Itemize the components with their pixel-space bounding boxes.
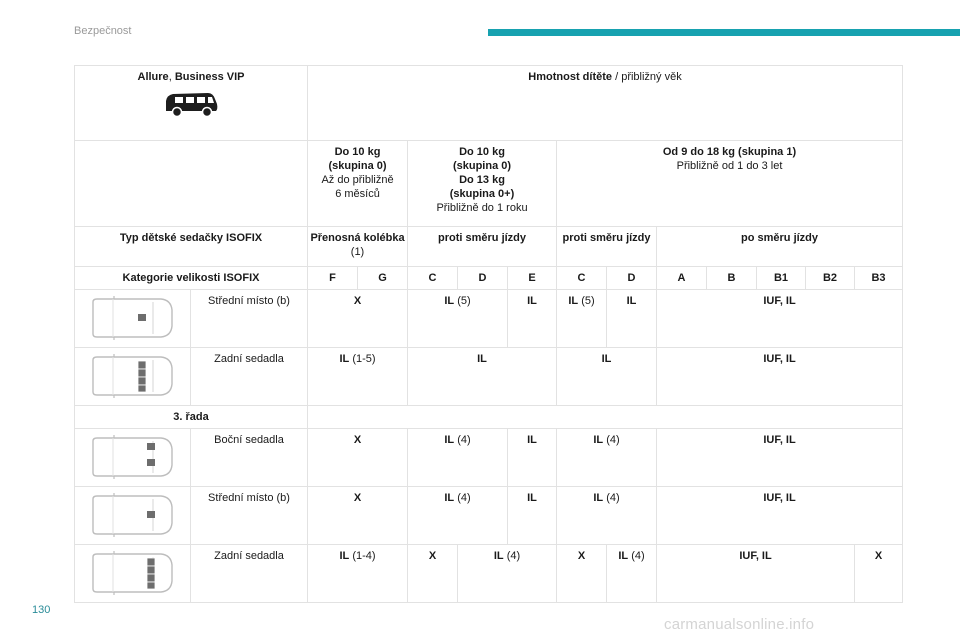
compat-value: IL xyxy=(508,429,557,487)
compat-value: IUF, IL xyxy=(657,429,903,487)
footnote-ref: (1-4) xyxy=(349,550,376,562)
seat-diagram-cell xyxy=(75,290,191,348)
isofix-table xyxy=(74,65,903,603)
group-weight: Do 13 kg xyxy=(459,174,505,186)
compat-value: IUF, IL xyxy=(657,290,903,348)
compat-value: IL xyxy=(508,487,557,545)
compat-value: IL xyxy=(493,550,504,562)
car-top-view-side-seats-icon xyxy=(91,435,175,479)
group-1-cell xyxy=(557,141,903,227)
group-weight: Do 10 kg xyxy=(459,146,505,158)
footnote-ref: (1-5) xyxy=(349,353,376,365)
compat-value-cell xyxy=(408,487,508,545)
version-name: Business VIP xyxy=(174,71,245,83)
compat-value: IL xyxy=(508,290,557,348)
section-title: Bezpečnost xyxy=(74,25,132,37)
size-class: B2 xyxy=(806,267,855,290)
child-weight-header xyxy=(308,66,903,141)
group-weight: Od 9 do 18 kg (skupina 1) xyxy=(662,146,797,158)
size-class: G xyxy=(358,267,408,290)
compat-value-cell xyxy=(458,545,557,603)
group-age: Přibližně od 1 do 3 let xyxy=(676,160,783,172)
car-top-view-center-seat-icon xyxy=(91,296,175,340)
table-row xyxy=(75,406,903,429)
compat-value: IL xyxy=(557,348,657,406)
footnote-ref: (5) xyxy=(578,295,595,307)
seat-diagram-cell xyxy=(75,429,191,487)
size-class: D xyxy=(607,267,657,290)
compat-value: IL xyxy=(618,550,629,562)
rear-facing-label: proti směru jízdy xyxy=(408,227,557,267)
size-class: F xyxy=(308,267,358,290)
seat-position-label: Střední místo (b) xyxy=(191,290,308,348)
compat-value: IL xyxy=(607,290,657,348)
compat-value-cell xyxy=(308,348,408,406)
section-accent-bar xyxy=(488,29,960,36)
child-weight-label: Hmotnost dítěte xyxy=(528,71,613,83)
compat-value: X xyxy=(308,429,408,487)
version-separator: , xyxy=(168,71,175,83)
third-row-label: 3. řada xyxy=(75,406,308,429)
compat-value: X xyxy=(308,290,408,348)
group-weight: Do 10 kg xyxy=(334,146,381,158)
compat-value: IUF, IL xyxy=(657,487,903,545)
footnote-ref: (4) xyxy=(503,550,521,562)
compat-value-cell xyxy=(408,429,508,487)
footnote-ref: (1) xyxy=(350,246,365,258)
vehicle-version-cell xyxy=(75,66,308,141)
compat-value-cell xyxy=(557,487,657,545)
compat-value: IUF, IL xyxy=(657,348,903,406)
group-0-cell xyxy=(308,141,408,227)
group-age: 6 měsíců xyxy=(335,188,380,200)
carrycot-cell xyxy=(308,227,408,267)
table-row xyxy=(75,545,903,603)
seat-position-label: Zadní sedadla xyxy=(191,545,308,603)
group-age: Přibližně do 1 roku xyxy=(436,202,528,214)
compat-value: IL xyxy=(444,295,455,307)
size-class-label: Kategorie velikosti ISOFIX xyxy=(75,267,308,290)
compat-value-cell xyxy=(557,429,657,487)
page-number: 130 xyxy=(32,604,51,616)
car-top-view-third-row-center-icon xyxy=(91,493,175,537)
seat-position-label: Zadní sedadla xyxy=(191,348,308,406)
size-class: D xyxy=(458,267,508,290)
size-class: C xyxy=(557,267,607,290)
compat-value-cell xyxy=(557,290,607,348)
seat-diagram-cell xyxy=(75,545,191,603)
car-top-view-rear-bench-icon xyxy=(91,354,175,398)
table-row xyxy=(75,429,903,487)
minivan-icon xyxy=(162,90,220,118)
carrycot-label: Přenosná kolébka xyxy=(310,232,405,244)
compat-value: IL xyxy=(339,353,350,365)
footnote-ref: (4) xyxy=(603,434,620,446)
forward-facing-label: po směru jízdy xyxy=(657,227,903,267)
watermark: carmanualsonline.info xyxy=(664,616,815,633)
table-row xyxy=(75,487,903,545)
size-class: E xyxy=(508,267,557,290)
compat-value: IL xyxy=(444,434,455,446)
footnote-ref: (4) xyxy=(628,550,645,562)
size-class: C xyxy=(408,267,458,290)
compat-value: IL xyxy=(339,550,350,562)
compat-value: X xyxy=(557,545,607,603)
table-row xyxy=(75,141,903,227)
seat-type-label: Typ dětské sedačky ISOFIX xyxy=(75,227,308,267)
table-row xyxy=(75,227,903,267)
group-name: (skupina 0) xyxy=(328,160,387,172)
group-name: (skupina 0+) xyxy=(449,188,515,200)
seat-diagram-cell xyxy=(75,348,191,406)
approx-age-label: / přibližný věk xyxy=(612,71,682,83)
rear-facing-label: proti směru jízdy xyxy=(557,227,657,267)
size-class: B xyxy=(707,267,757,290)
compat-value: X xyxy=(855,545,903,603)
group-0-plus-cell xyxy=(408,141,557,227)
compat-value: IUF, IL xyxy=(657,545,855,603)
table-row xyxy=(75,348,903,406)
empty-cell xyxy=(75,141,308,227)
group-name: (skupina 0) xyxy=(452,160,512,172)
footnote-ref: (4) xyxy=(454,492,471,504)
table-row xyxy=(75,66,903,141)
isofix-table-container xyxy=(74,65,902,595)
compat-value: IL xyxy=(444,492,455,504)
empty-cell xyxy=(308,406,903,429)
compat-value: IL xyxy=(408,348,557,406)
footnote-ref: (4) xyxy=(454,434,471,446)
compat-value: X xyxy=(408,545,458,603)
seat-position-label: Střední místo (b) xyxy=(191,487,308,545)
compat-value: IL xyxy=(593,434,604,446)
compat-value-cell xyxy=(607,545,657,603)
footnote-ref: (5) xyxy=(454,295,471,307)
compat-value: IL xyxy=(593,492,604,504)
compat-value: X xyxy=(308,487,408,545)
version-name: Allure xyxy=(137,71,169,83)
size-class: A xyxy=(657,267,707,290)
table-row xyxy=(75,267,903,290)
group-age: Až do přibližně xyxy=(321,174,394,186)
table-row xyxy=(75,290,903,348)
car-top-view-third-row-bench-icon xyxy=(91,551,175,595)
compat-value-cell xyxy=(408,290,508,348)
footnote-ref: (4) xyxy=(603,492,620,504)
size-class: B1 xyxy=(757,267,806,290)
compat-value-cell xyxy=(308,545,408,603)
size-class: B3 xyxy=(855,267,903,290)
compat-value: IL xyxy=(568,295,579,307)
seat-diagram-cell xyxy=(75,487,191,545)
seat-position-label: Boční sedadla xyxy=(191,429,308,487)
